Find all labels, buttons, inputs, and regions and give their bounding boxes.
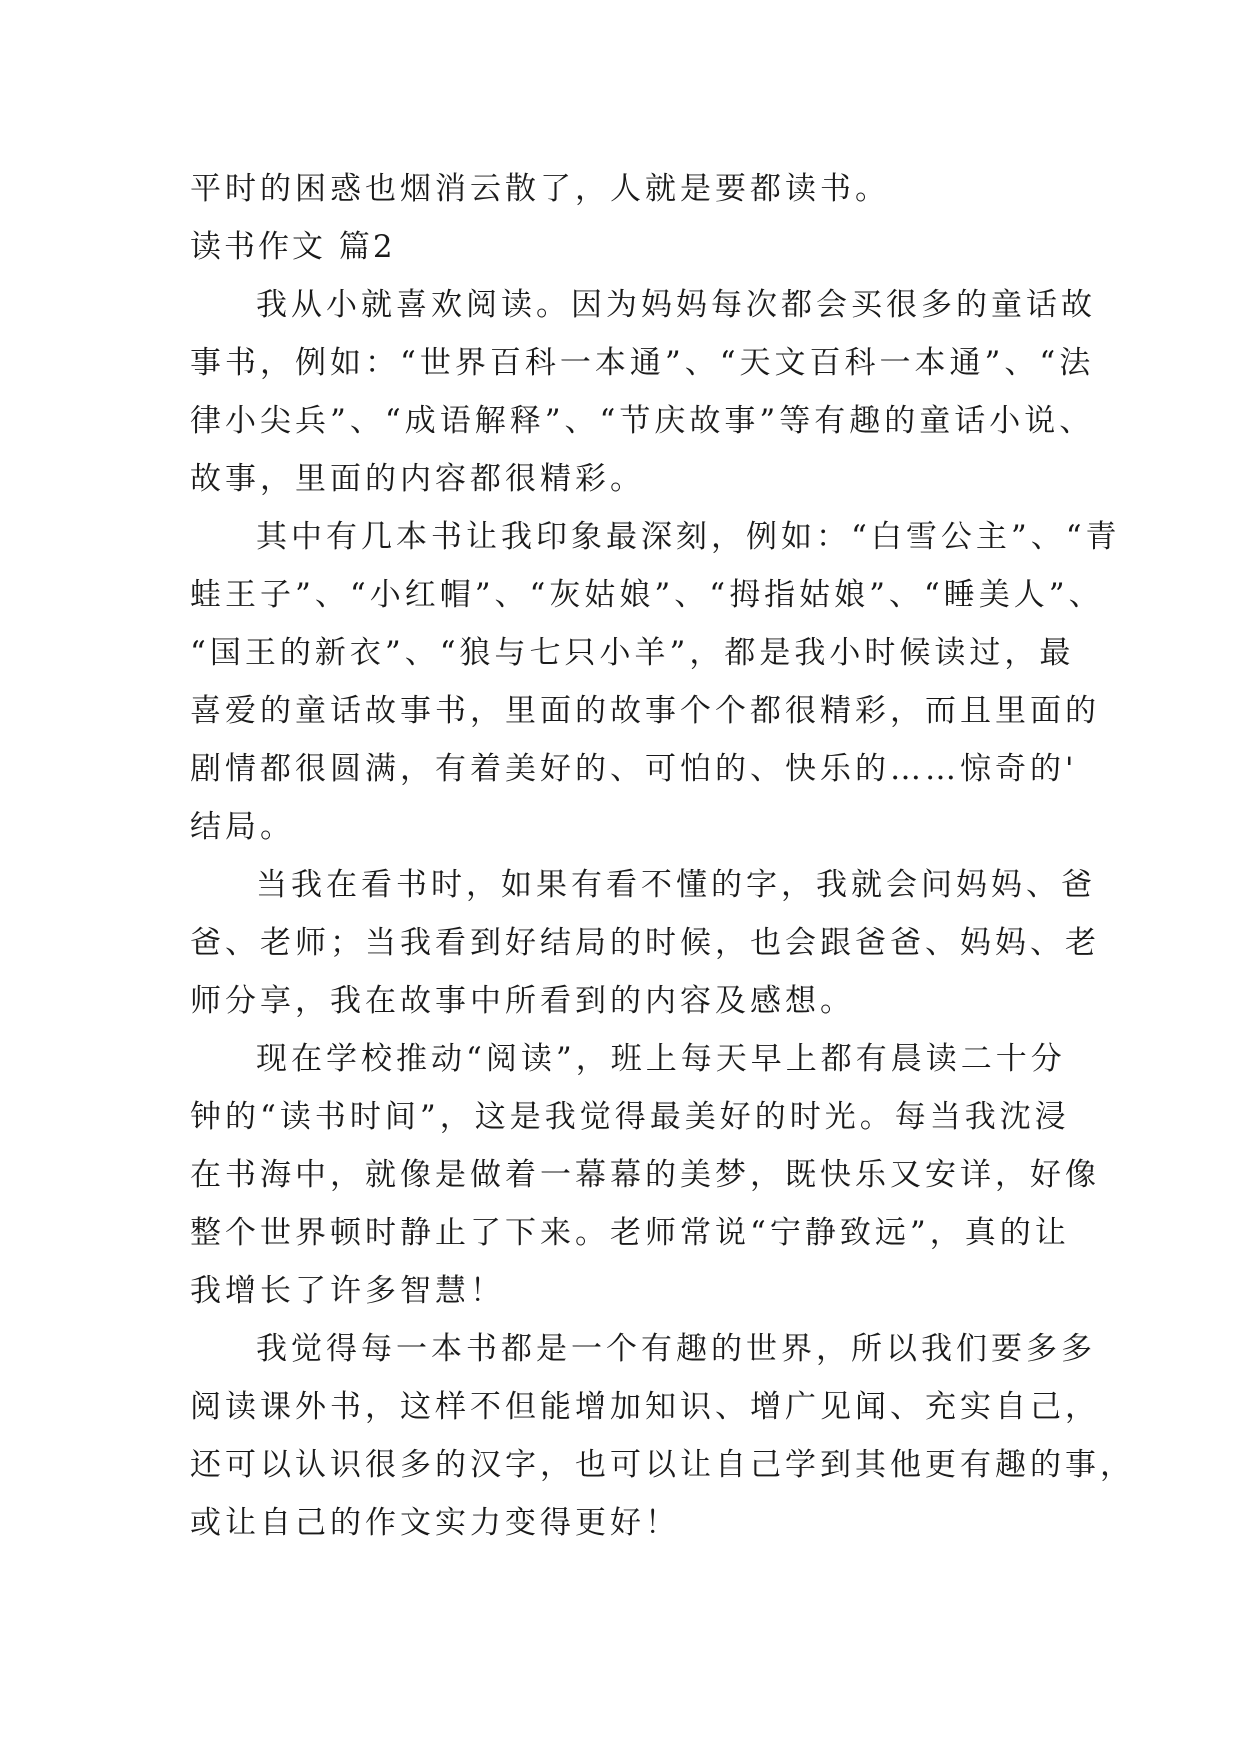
text-line: 整个世界顿时静止了下来。老师常说“宁静致远”，真的让: [190, 1215, 1070, 1251]
text-line: 喜爱的童话故事书，里面的故事个个都很精彩，而且里面的: [190, 693, 1100, 729]
text-line: 爸、老师；当我看到好结局的时候，也会跟爸爸、妈妈、老: [190, 925, 1100, 961]
text-line: “国王的新衣”、“狼与七只小羊”，都是我小时候读过，最: [190, 635, 1075, 671]
text-line: 在书海中，就像是做着一幕幕的美梦，既快乐又安详，好像: [190, 1157, 1100, 1193]
text-line: 或让自己的作文实力变得更好！: [190, 1505, 680, 1541]
text-line: 事书，例如：“世界百科一本通”、“天文百科一本通”、“法: [190, 345, 1095, 381]
essay-body: [190, 160, 1135, 1552]
text-line: 还可以认识很多的汉字，也可以让自己学到其他更有趣的事，: [190, 1447, 1135, 1483]
paragraph-first-line: 我从小就喜欢阅读。因为妈妈每次都会买很多的童话故: [256, 287, 1096, 323]
text-line: 师分享，我在故事中所看到的内容及感想。: [190, 983, 855, 1019]
paragraph-first-line: 现在学校推动“阅读”，班上每天早上都有晨读二十分: [256, 1041, 1066, 1077]
text-line: 我增长了许多智慧！: [190, 1273, 505, 1309]
paragraph-first-line: 我觉得每一本书都是一个有趣的世界，所以我们要多多: [256, 1331, 1096, 1367]
section-heading: 读书作文 篇2: [190, 229, 396, 265]
paragraph-first-line: 当我在看书时，如果有看不懂的字，我就会问妈妈、爸: [256, 867, 1096, 903]
paragraph-first-line: 其中有几本书让我印象最深刻，例如：“白雪公主”、“青: [256, 519, 1121, 555]
text-line: 故事，里面的内容都很精彩。: [190, 461, 645, 497]
text-line: 结局。: [190, 809, 295, 845]
text-line: 阅读课外书，这样不但能增加知识、增广见闻、充实自己，: [190, 1389, 1100, 1425]
text-line: 律小尖兵”、“成语解释”、“节庆故事”等有趣的童话小说、: [190, 403, 1095, 439]
text-line: 平时的困惑也烟消云散了，人就是要都读书。: [190, 171, 890, 207]
text-line: 蛙王子”、“小红帽”、“灰姑娘”、“拇指姑娘”、“睡美人”、: [190, 577, 1104, 613]
text-line: 钟的“读书时间”，这是我觉得最美好的时光。每当我沈浸: [190, 1099, 1070, 1135]
text-line: 剧情都很圆满，有着美好的、可怕的、快乐的……惊奇的': [190, 751, 1078, 787]
